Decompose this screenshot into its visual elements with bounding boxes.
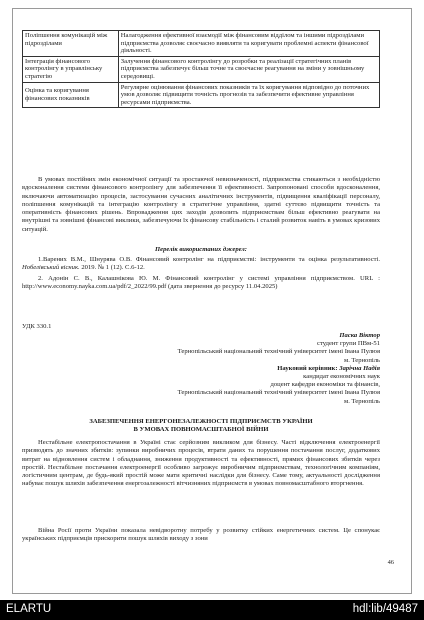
table-row bbox=[23, 82, 380, 108]
table-row bbox=[23, 56, 380, 82]
supervisor-line bbox=[22, 365, 380, 373]
table-cell-label: Поліпшення комунікацій між підрозділами bbox=[23, 31, 119, 57]
footer-repository-label: ELARTU bbox=[6, 603, 52, 615]
footer-bar bbox=[0, 600, 424, 620]
table-row bbox=[23, 31, 380, 57]
reference-1-details: 2019. № 1 (12). С.6-12. bbox=[81, 264, 145, 272]
article-paragraph-2: Війна Росії проти України показала невідворотну потребу у розвитку стійких енергетичних систем. Це спонукає українських підприємців прискорити пошук шляхів виходу з зони bbox=[22, 527, 380, 543]
table-cell-label: Оцінка та коригування фінансових показників bbox=[23, 82, 119, 108]
author-status: студент групи ПВм-51 bbox=[317, 340, 380, 348]
author-block bbox=[22, 332, 380, 406]
table-cell-text: Налагодження ефективної взаємодії між фінансовим відділом та іншими підрозділами підприємства дозволяє своєчасно виявляти та коригувати проблемні аспекти фінансової діяльності. bbox=[118, 31, 379, 57]
page-number: 46 bbox=[387, 559, 394, 566]
article-title-line-1: ЗАБЕЗПЕЧЕННЯ ЕНЕРГОНЕЗАЛЕЖНОСТІ ПІДПРИЄМСТВ УКРАЇНИ bbox=[89, 418, 313, 425]
article-paragraph-1: Нестабільне електропостачання в Україні стає серйозним викликом для бізнесу. Часті відключення електроенергії призводять до значних збитків: зупинки виробничих процесів, втрати даних та порушення постачання послуг, додаткових витрат на відновлення систем і обладнання, зниження продуктивності та ефективності, прямих фінансових збитків через простій. Нестабільне постачання електроенергії особливо загрожує виробничим підприємствам, технологічним компаніям, логістичним центрам, де будь-який простій може мати критичні наслідки для бізнесу. Саме тому, актуальності дослідження набуває пошук шляхів забезпечення енергозалежності вітчизняних підприємств в умовах повномасштабного вторгнення. bbox=[22, 439, 380, 488]
supervisor-degree: кандидат економічних наук bbox=[303, 373, 380, 381]
reference-item-2: 2. Адонін С. В., Калашнікова Ю. М. Фінансовий контролінг у системі управління підприємством. URL : http://www.economy.nayka.com.ua/pdf/2_2022/99.pdf (дата звернення до ресурсу 11.04.2025) bbox=[22, 275, 380, 291]
reference-1-authors: 1.Варених В.М., Шнурява О.В. Фінансовий контролінг на підприємстві: інструменти та оцінка результативності. bbox=[38, 256, 380, 263]
author-city: м. Тернопіль bbox=[344, 356, 380, 364]
reference-1-journal: Нобелівський вісник. bbox=[22, 264, 80, 272]
table-cell-text: Регулярне оцінювання фінансових показників та їх коригування відповідно до поточних умов дозволяє підвищити точність прогнозів та забезпечити ефективне управління ресурсами підприємства. bbox=[118, 82, 379, 108]
article-title-line-2: В УМОВАХ ПОВНОМАСШТАБНОЇ ВІЙНИ bbox=[133, 426, 269, 434]
udc-code: УДК 330.1 bbox=[22, 323, 52, 330]
table-cell-text: Залучення фінансового контролінгу до розробки та реалізації стратегічних планів підприємства забезпечує більш точне та своєчасне реагування на зміни у зовнішньому середовищі. bbox=[118, 56, 379, 82]
improvement-methods-table bbox=[22, 30, 380, 108]
conclusion-paragraph: В умовах постійних змін економічної ситуації та зростаючої невизначеності, підприємства стикаються з необхідністю вдосконалення системи фінансового контролінгу для забезпечення її ефективності. Запропоновані способи вдосконалення, включаючи автоматизацію процесів, застосування сучасних аналітичних інструментів, підвищення кваліфікації персоналу, поліпшення комунікацій та інтеграцію контролінгу в стратегічне управління, здатні суттєво підвищити точність та оперативність фінансових рішень. Впровадження цих заходів дозволить підприємствам більш ефективно реагувати на внутрішні та зовнішні фінансові виклики, забезпечуючи їх фінансову стабільність і сталий розвиток навіть в умовах кризових ситуацій. bbox=[22, 176, 380, 233]
reference-item-1 bbox=[22, 256, 380, 273]
supervisor-city: м. Тернопіль bbox=[344, 397, 380, 405]
references-heading: Перелік використаних джерел: bbox=[155, 246, 247, 253]
supervisor-university: Тернопільський національний технічний університет імені Івана Пулюя bbox=[177, 389, 380, 397]
footer-handle-link[interactable]: hdl:lib/49487 bbox=[352, 603, 418, 615]
supervisor-position: доцент кафедри економіки та фінансів, bbox=[270, 381, 380, 389]
table-cell-label: Інтеграція фінансового контролінгу в управлінську стратегію bbox=[23, 56, 119, 82]
author-university: Тернопільський національний технічний університет імені Івана Пулюя bbox=[177, 348, 380, 356]
author-name: Паска Віктор bbox=[339, 332, 380, 339]
article-title bbox=[22, 418, 380, 435]
supervisor-name: Зарічна Надія bbox=[339, 364, 380, 372]
supervisor-label: Науковий керівник: bbox=[277, 364, 338, 372]
